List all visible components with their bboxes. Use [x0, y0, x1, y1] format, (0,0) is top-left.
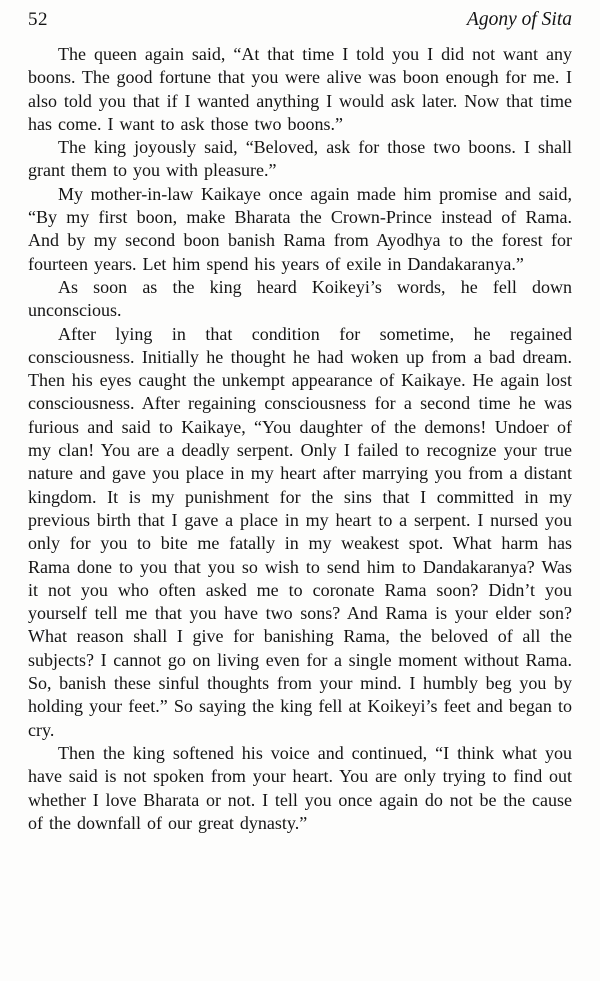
running-head-title: Agony of Sita	[466, 9, 572, 30]
page-header	[28, 8, 572, 32]
page-number: 52	[28, 9, 48, 30]
paragraph-kaikaye-boons: My mother-in-law Kaikaye once again made him promise and said, “By my first boon, make Bharata the Crown-Prince instead of Rama. And by my second boon banish Rama from Ayodhya to the forest for fourteen years. Let him spend his years of exile in Dandakaranya.”	[28, 183, 572, 274]
paragraph-king-unconscious: As soon as the king heard Koikeyi’s words, he fell down unconscious.	[28, 276, 572, 321]
paragraph-king-furious: After lying in that condition for sometime, he regained consciousness. Initially he thought he had woken up from a bad dream. Then his eyes caught the unkempt appearance of Kaikaye. He again lost consciousness. After regaining consciousness for a second time he was furious and said to Kaikaye, “You daughter of the demons! Undoer of my clan! You are a deadly serpent. Only I failed to recognize your true nature and gave you place in my heart after marrying you from a distant kingdom. It is my punishment for the sins that I committed in my previous birth that I gave a place in my heart to a serpent. I nursed you only for you to bite me fatally in my weakest spot. What harm has Rama done to you that you so wish to send him to Dandakaranya? Was it not you who often asked me to coronate Rama soon? Didn’t you yourself tell me that you have two sons? And Rama is your elder son? What reason shall I give for banishing Rama, the beloved of all the subjects? I cannot go on living even for a single moment without Rama. So, banish these sinful thoughts from your mind. I humbly beg you by holding your feet.” So saying the king fell at Koikeyi’s feet and began to cry.	[28, 323, 572, 740]
paragraph-king-joyous: The king joyously said, “Beloved, ask for those two boons. I shall grant them to you with pleasure.”	[28, 137, 572, 181]
page-body	[28, 43, 572, 835]
paragraph-king-softened: Then the king softened his voice and continued, “I think what you have said is not spoken from your heart. You are only trying to find out whether I love Bharata or not. I tell you once again do not be the cause of the downfall of our great dynasty.”	[28, 742, 572, 833]
paragraph-queen-boons: The queen again said, “At that time I told you I did not want any boons. The good fortune that you were alive was boon enough for me. I also told you that if I wanted anything I would ask later. Now that time has come. I want to ask those two boons.”	[28, 44, 572, 134]
